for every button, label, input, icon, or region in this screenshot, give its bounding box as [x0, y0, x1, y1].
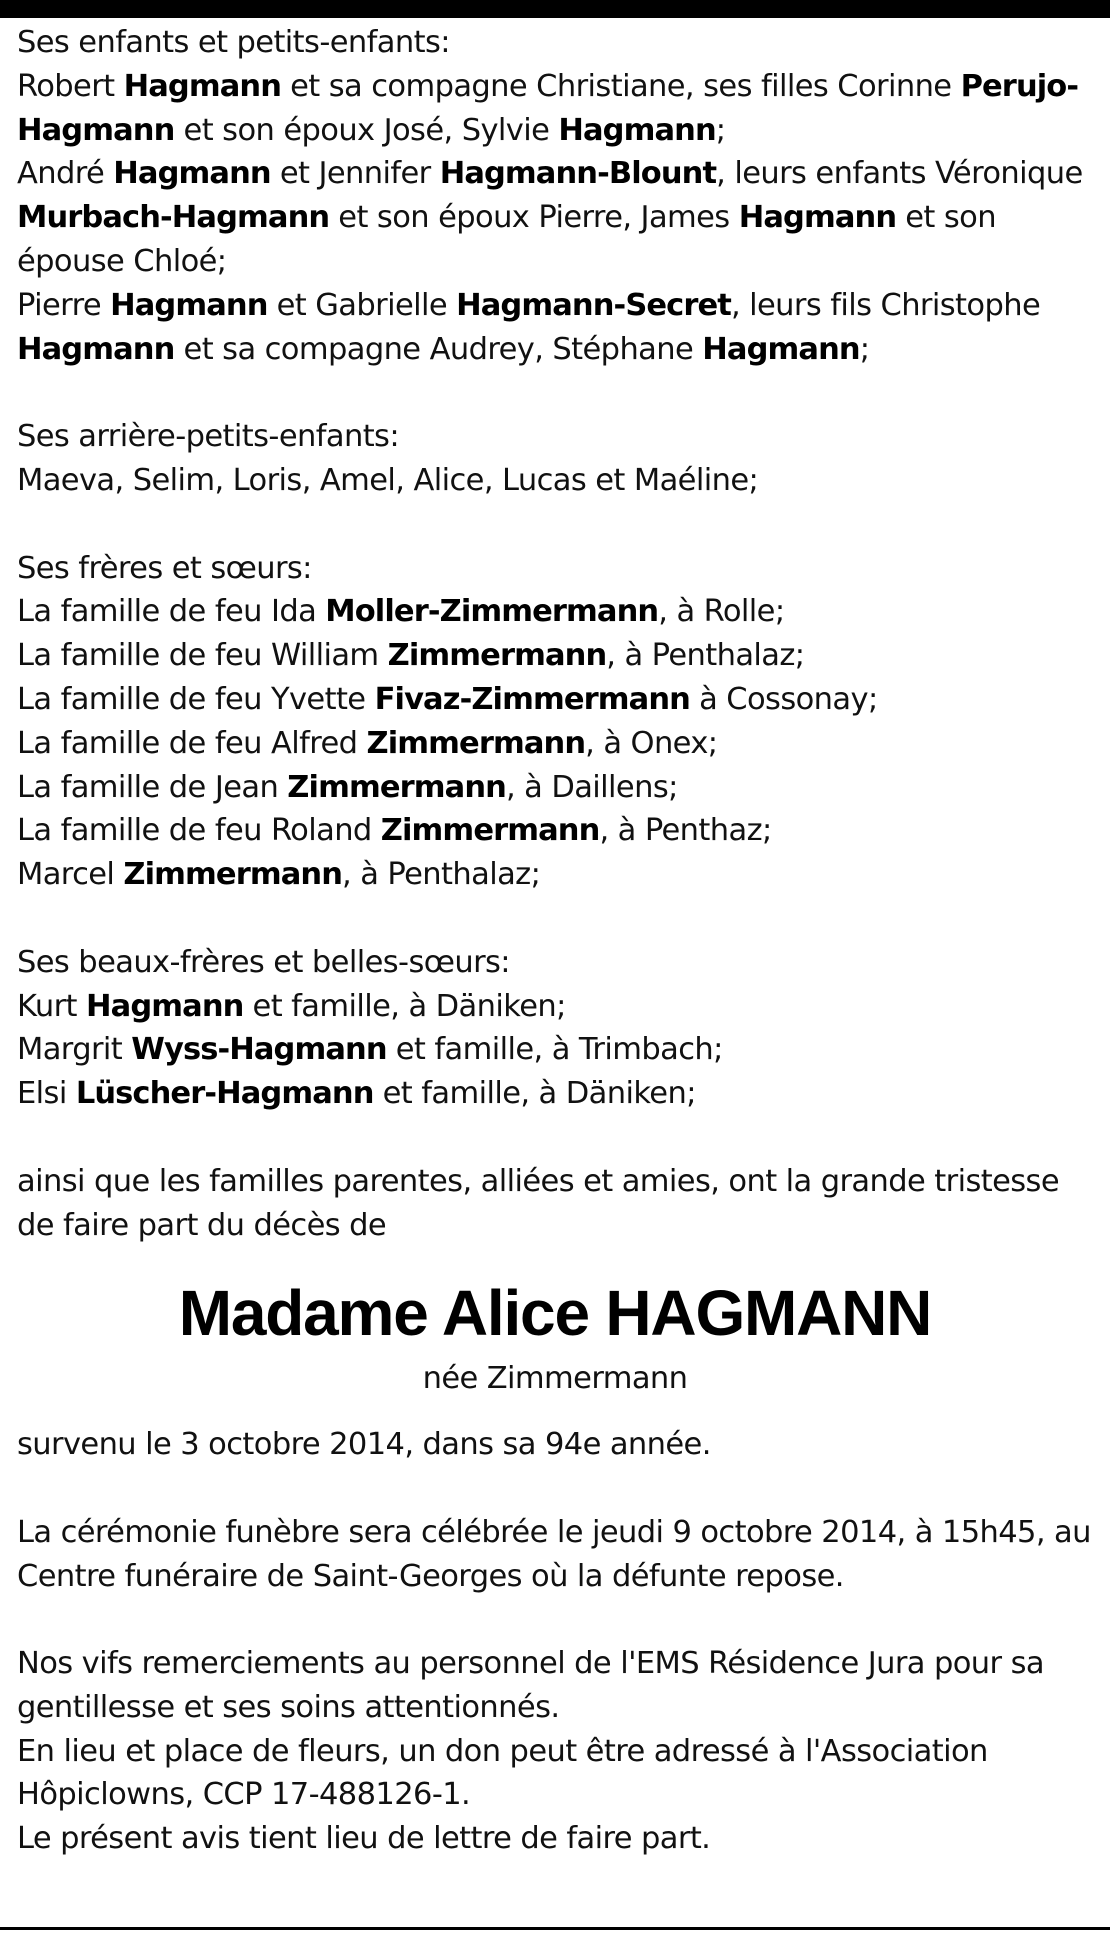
spacer: [17, 371, 1093, 415]
sibling-line-7: Marcel Zimmermann, à Penthalaz;: [17, 857, 541, 893]
bottom-border: [0, 1927, 1110, 1930]
ceremony-line-2: Centre funéraire de Saint-Georges où la défunte repose.: [17, 1558, 844, 1594]
children-line-3: André Hagmann et Jennifer Hagmann-Blount, leurs enfants Véronique: [17, 156, 1083, 192]
in-law-line-2: Margrit Wyss-Hagmann et famille, à Trimbach;: [17, 1032, 723, 1068]
maiden-name: née Zimmermann: [422, 1361, 688, 1397]
children-line-1: Robert Hagmann et sa compagne Christiane, ses filles Corinne Perujo-: [17, 68, 1079, 104]
thanks-line-1: Nos vifs remerciements au personnel de l'EMS Résidence Jura pour sa: [17, 1646, 1044, 1682]
great-grandchildren-names: Maeva, Selim, Loris, Amel, Alice, Lucas et Maéline;: [17, 462, 759, 498]
deceased-name: Madame Alice HAGMANN: [178, 1277, 932, 1350]
sibling-line-2: La famille de feu William Zimmermann, à Penthalaz;: [17, 638, 805, 674]
great-grandchildren-heading: Ses arrière-petits-enfants:: [17, 419, 400, 455]
sibling-line-1: La famille de feu Ida Moller-Zimmermann, à Rolle;: [17, 594, 785, 630]
siblings-heading: Ses frères et sœurs:: [17, 550, 312, 586]
top-border: [0, 0, 1110, 18]
children-line-5: épouse Chloé;: [17, 243, 227, 279]
spacer: [17, 503, 1093, 547]
thanks-line-4: Hôpiclowns, CCP 17-488126-1.: [17, 1777, 471, 1813]
spacer: [17, 1116, 1093, 1160]
thanks-line-3: En lieu et place de fleurs, un don peut être adressé à l'Association: [17, 1733, 988, 1769]
in-laws-heading: Ses beaux-frères et belles-sœurs:: [17, 944, 510, 980]
thanks-line-5: Le présent avis tient lieu de lettre de faire part.: [17, 1821, 711, 1857]
sibling-line-3: La famille de feu Yvette Fivaz-Zimmermann à Cossonay;: [17, 681, 878, 717]
spacer: [17, 1467, 1093, 1511]
children-line-2: Hagmann et son époux José, Sylvie Hagmann;: [17, 112, 726, 148]
obituary-notice: [17, 21, 1093, 1861]
ceremony-line-1: La cérémonie funèbre sera célébrée le jeudi 9 octobre 2014, à 15h45, au: [17, 1514, 1091, 1550]
children-line-4: Murbach-Hagmann et son époux Pierre, James Hagmann et son: [17, 200, 996, 236]
sibling-line-5: La famille de Jean Zimmermann, à Daillens;: [17, 769, 678, 805]
spacer: [17, 897, 1093, 941]
spacer: [17, 1598, 1093, 1642]
in-law-line-1: Kurt Hagmann et famille, à Däniken;: [17, 988, 566, 1024]
announcement-line-2: de faire part du décès de: [17, 1207, 387, 1243]
death-date: survenu le 3 octobre 2014, dans sa 94e année.: [17, 1427, 711, 1463]
thanks-line-2: gentillesse et ses soins attentionnés.: [17, 1689, 560, 1725]
children-line-6: Pierre Hagmann et Gabrielle Hagmann-Secret, leurs fils Christophe: [17, 287, 1041, 323]
in-law-line-3: Elsi Lüscher-Hagmann et famille, à Däniken;: [17, 1076, 696, 1112]
spacer: [17, 1401, 1093, 1423]
sibling-line-4: La famille de feu Alfred Zimmermann, à Onex;: [17, 725, 718, 761]
children-line-7: Hagmann et sa compagne Audrey, Stéphane Hagmann;: [17, 331, 870, 367]
children-heading: Ses enfants et petits-enfants:: [17, 25, 450, 60]
announcement-line-1: ainsi que les familles parentes, alliées et amies, ont la grande tristesse: [17, 1163, 1059, 1199]
sibling-line-6: La famille de feu Roland Zimmermann, à Penthaz;: [17, 813, 772, 849]
